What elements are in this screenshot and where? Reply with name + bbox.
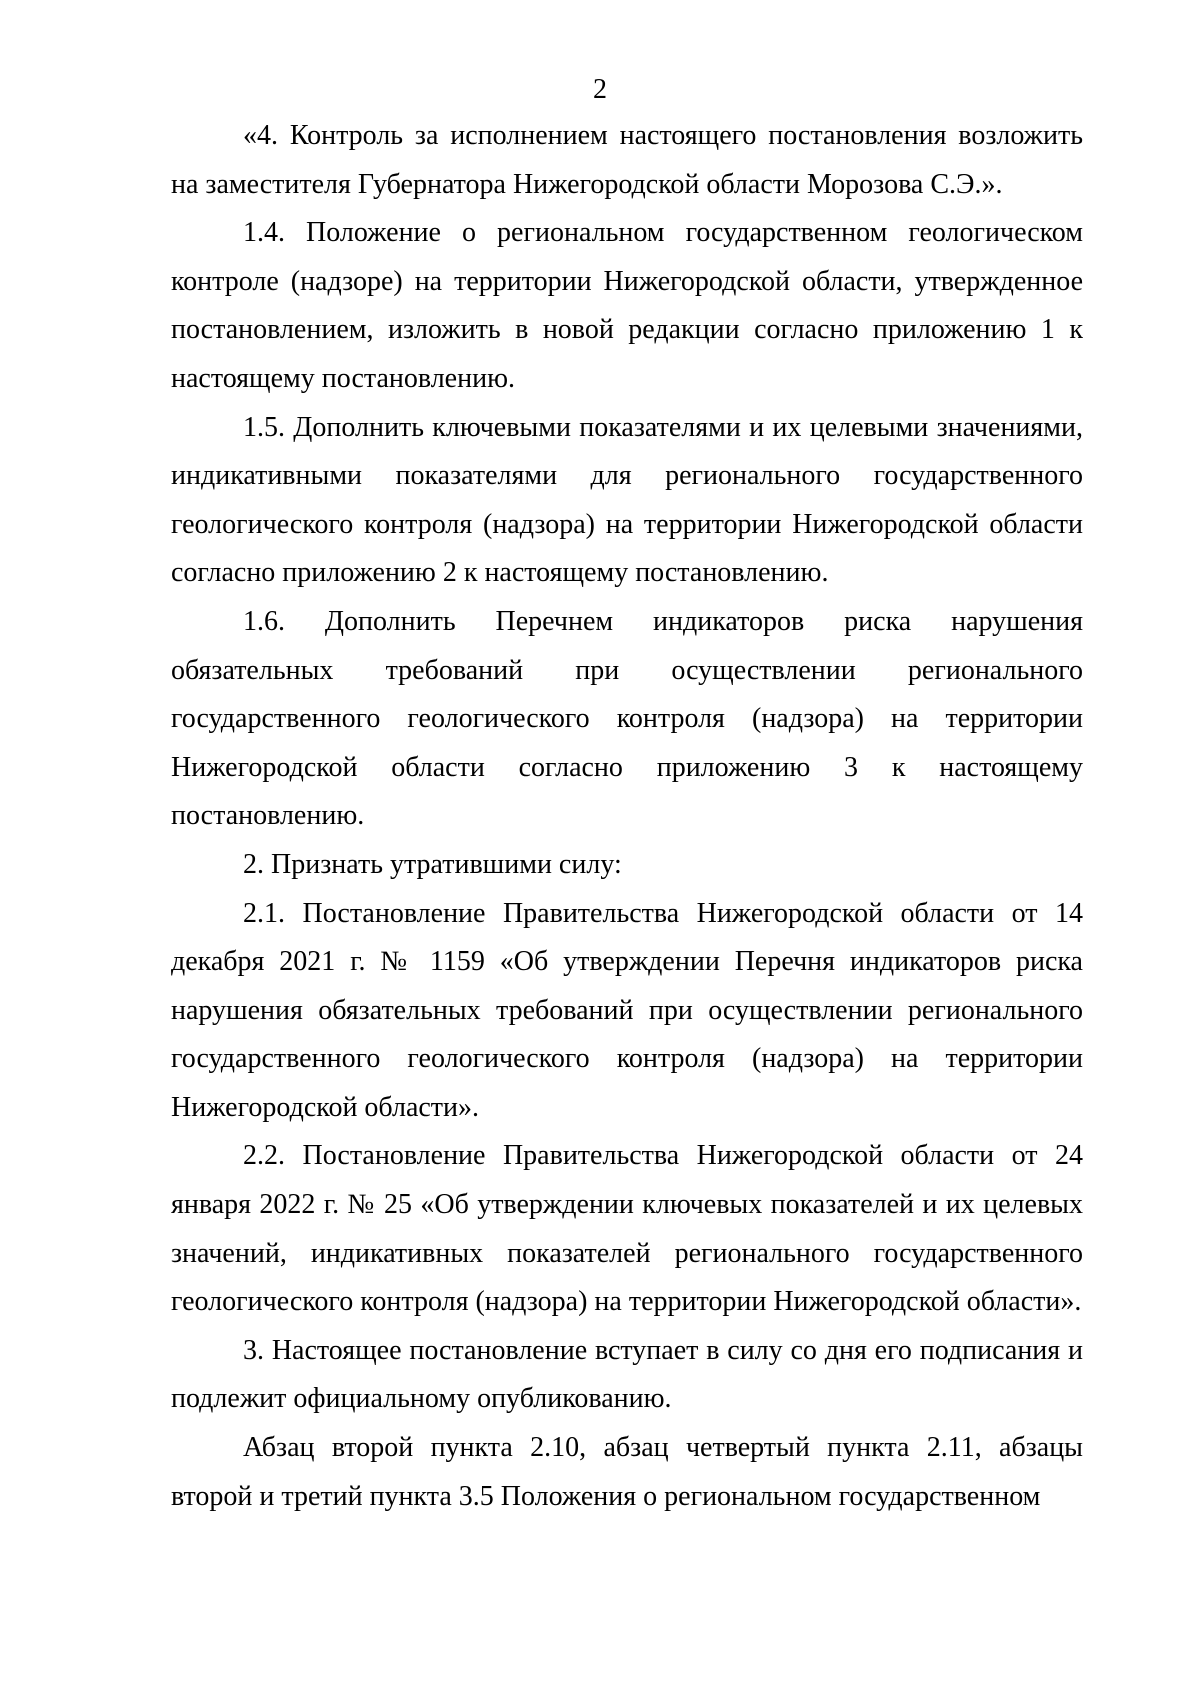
- paragraph-2-2: 2.2. Постановление Правительства Нижегородской области от 24 января 2022 г. № 25 «Об утверждении ключевых показателей и их целевых значений, индикативных показателей регионального государственного геологического контроля (надзора) на территории Нижегородской области».: [171, 1140, 1083, 1318]
- paragraph-control-clause: «4. Контроль за исполнением настоящего постановления возложить на заместителя Губернатора Нижегородской области Морозова С.Э.».: [171, 120, 1083, 200]
- paragraph-2: 2. Признать утратившими силу:: [243, 848, 622, 880]
- document-body: [171, 112, 1083, 1521]
- paragraph-3: 3. Настоящее постановление вступает в силу со дня его подписания и подлежит официальному опубликованию.: [171, 1334, 1083, 1415]
- paragraph-1-6: 1.6. Дополнить Перечнем индикаторов риска нарушения обязательных требований при осуществлении регионального государственного геологического контроля (надзора) на территории Нижегородской области согласно приложению 3 к настоящему постановлению.: [171, 605, 1083, 832]
- paragraph-2-1: 2.1. Постановление Правительства Нижегородской области от 14 декабря 2021 г. № 1159 «Об утверждении Перечня индикаторов риска нарушения обязательных требований при осуществлении регионального государственного геологического контроля (надзора) на территории Нижегородской области».: [171, 897, 1083, 1123]
- page-number: 2: [593, 74, 607, 105]
- paragraph-1-4: 1.4. Положение о региональном государственном геологическом контроле (надзоре) на территории Нижегородской области, утвержденное постановлением, изложить в новой редакции согласно приложению 1 к настоящему постановлению.: [171, 217, 1083, 394]
- paragraph-1-5: 1.5. Дополнить ключевыми показателями и их целевыми значениями, индикативными показателями для регионального государственного геологического контроля (надзора) на территории Нижегородской области согласно приложению 2 к настоящему постановлению.: [171, 411, 1083, 589]
- paragraph-note: Абзац второй пункта 2.10, абзац четвертый пункта 2.11, абзацы второй и третий пункта 3.5 Положения о региональном государственном: [171, 1432, 1083, 1512]
